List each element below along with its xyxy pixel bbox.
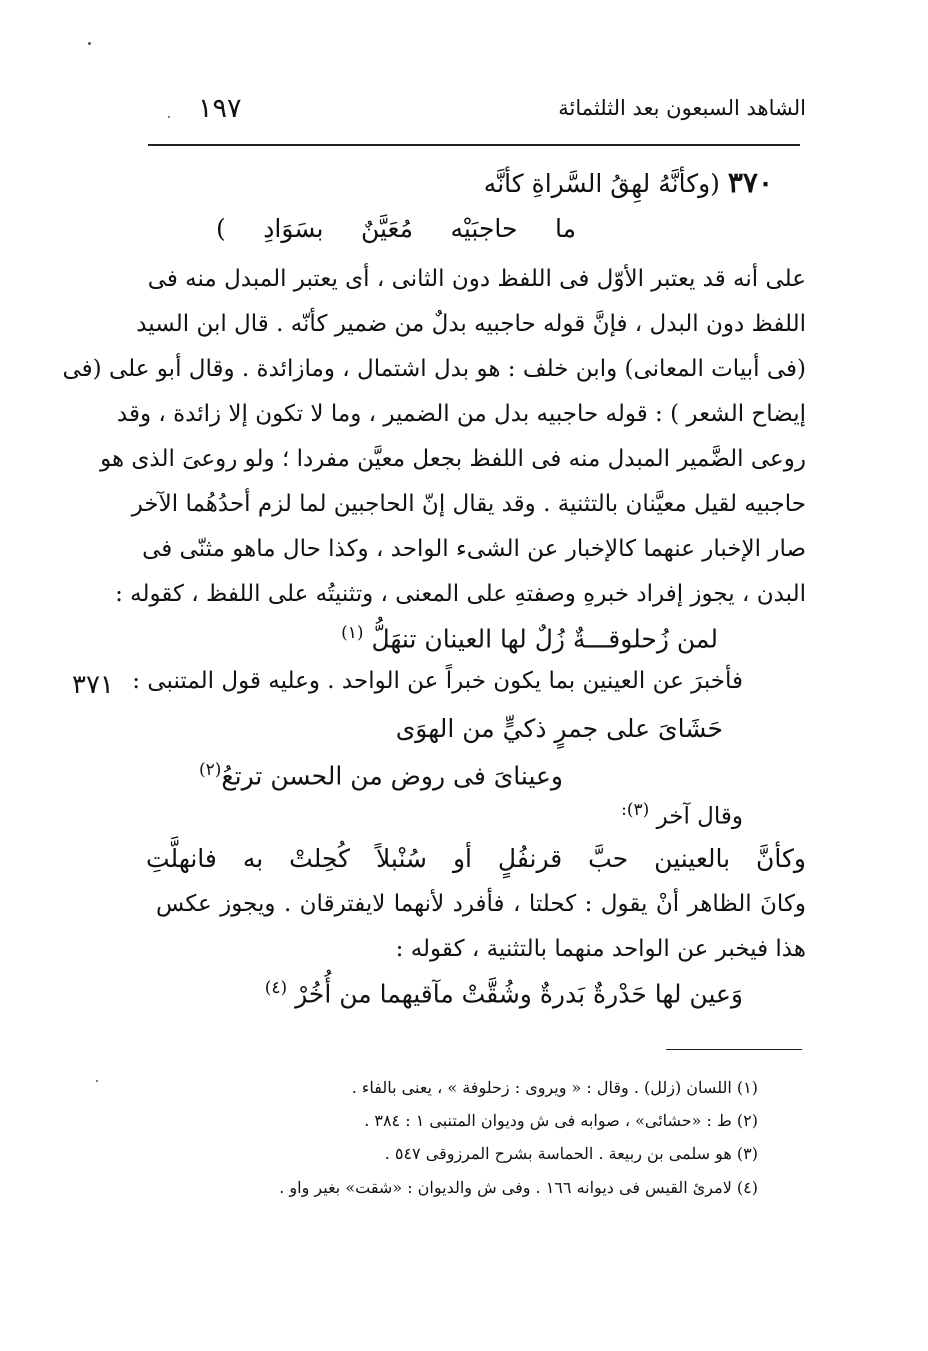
footnote-ref-1: (١)	[341, 623, 364, 643]
entry-number: ٣٧٠	[727, 166, 773, 199]
paragraph-line: على أنه قد يعتبر الأوّل فى اللفظ دون الثانى ، أى يعتبر المبدل منه فى	[147, 266, 806, 292]
header-rule	[148, 144, 800, 146]
paragraph-line: البدن ، يجوز إفراد خبرهِ وصفتهِ على المعنى ، وتثنيتُه على اللفظ ، كقوله :	[115, 581, 806, 607]
footnote: (٢) ط : «حشائى» ، صوابه فى ش وديوان المتنبى ١ : ٣٨٤ .	[364, 1111, 758, 1130]
paragraph-line: إيضاح الشعر ) : قوله حاجبيه بدل من الضمير ، وما لا تكون إلا زائدة ، وقد	[116, 401, 806, 427]
scan-speck	[96, 1080, 98, 1082]
paragraph-line: حاجبيه لقيل معيَّنان بالتثنية . وقد يقال إنّ الحاجبين لما لزم أحدُهُما الآخر	[131, 491, 806, 517]
verse-1-text: لمن زُحلوقـــةٌ زُلٌ لها العينان تنهَلُّ	[371, 624, 718, 654]
verse-370-text1: (وكأنَّهُ لهِقُ السَّراةِ كأنَّه	[483, 169, 720, 198]
verse-4-text: وَعين لها حَدْرةٌ بَدرةٌ وشُقَّتْ مآقيهما من أُخُرْ	[295, 979, 743, 1009]
verse-2-line2	[199, 760, 563, 790]
footnote: (٣) هو سلمى بن ربيعة . الحماسة بشرح المرزوقى ٥٤٧ .	[384, 1144, 758, 1163]
another-said-text: وقال آخر	[656, 803, 743, 830]
paragraph-line: فأخبرَ عن العينين بما يكون خبراً عن الواحد . وعليه قول المتنبى :	[132, 668, 743, 694]
verse-370-line1	[484, 166, 773, 199]
footnote-rule	[666, 1049, 802, 1050]
verse-2-text2: وعيناىَ فى روض من الحسن ترتعُ	[221, 761, 563, 791]
page-number: ١٩٧	[198, 93, 242, 124]
footnote: (٤) لامرئ القيس فى ديوانه ١٦٦ . وفى ش والديوان : «شقت» بغير واو .	[279, 1178, 758, 1197]
running-header-title: الشاهد السبعون بعد الثلثمائة	[558, 96, 806, 120]
footnote-ref-2: (٢)	[198, 760, 222, 780]
scan-speck	[168, 116, 170, 118]
verse-4	[265, 978, 743, 1008]
footnote-ref-3: (٣):	[621, 800, 650, 820]
scan-speck	[88, 42, 91, 45]
paragraph-line: صار الإخبار عنهما كالإخبار عن الشىء الواحد ، وكذا حال ماهو مثنّى فى	[142, 536, 806, 562]
paragraph-line: اللفظ دون البدل ، فإنَّ قوله حاجبيه بدلٌ من ضمير كأنّه . قال ابن السيد	[136, 311, 806, 337]
verse-3: وكأنَّ بالعينين حبَّ قرنفُلٍ أو سُنْبلاً كُحِلتْ به فانهلَّتِ	[146, 844, 806, 873]
paragraph-line: هذا فيخبر عن الواحد منهما بالتثنية ، كقوله :	[395, 936, 806, 962]
paragraph-line: وكانَ الظاهر أنْ يقول : كحلتا ، فأفرد لأنهما لايفترقان . ويجوز عكس	[156, 891, 806, 917]
paragraph-line: (فى أبيات المعانى) وابن خلف : هو بدل اشتمال ، ومازائدة . وقال أبو على (فى	[62, 356, 806, 382]
margin-entry-number: ٣٧١	[72, 670, 114, 700]
footnote: (١) اللسان (زلل) . وقال : « ويروى : زحلوفة » ، يعنى بالفاء .	[351, 1078, 758, 1097]
another-said	[621, 800, 743, 830]
paragraph-line: روعى الضَّمير المبدل منه فى اللفظ بجعل معيَّن مفردا ؛ ولو روعىَ الذى هو	[100, 446, 806, 472]
verse-370-line2: ما حاجبَيْه مُعَيَّنٌ بسَوَادِ )	[216, 214, 576, 243]
footnote-ref-4: (٤)	[264, 978, 288, 998]
verse-1	[341, 623, 718, 653]
verse-2-line1: حَشَاىَ على جمرٍ ذكيٍّ من الهوَى	[395, 714, 723, 743]
